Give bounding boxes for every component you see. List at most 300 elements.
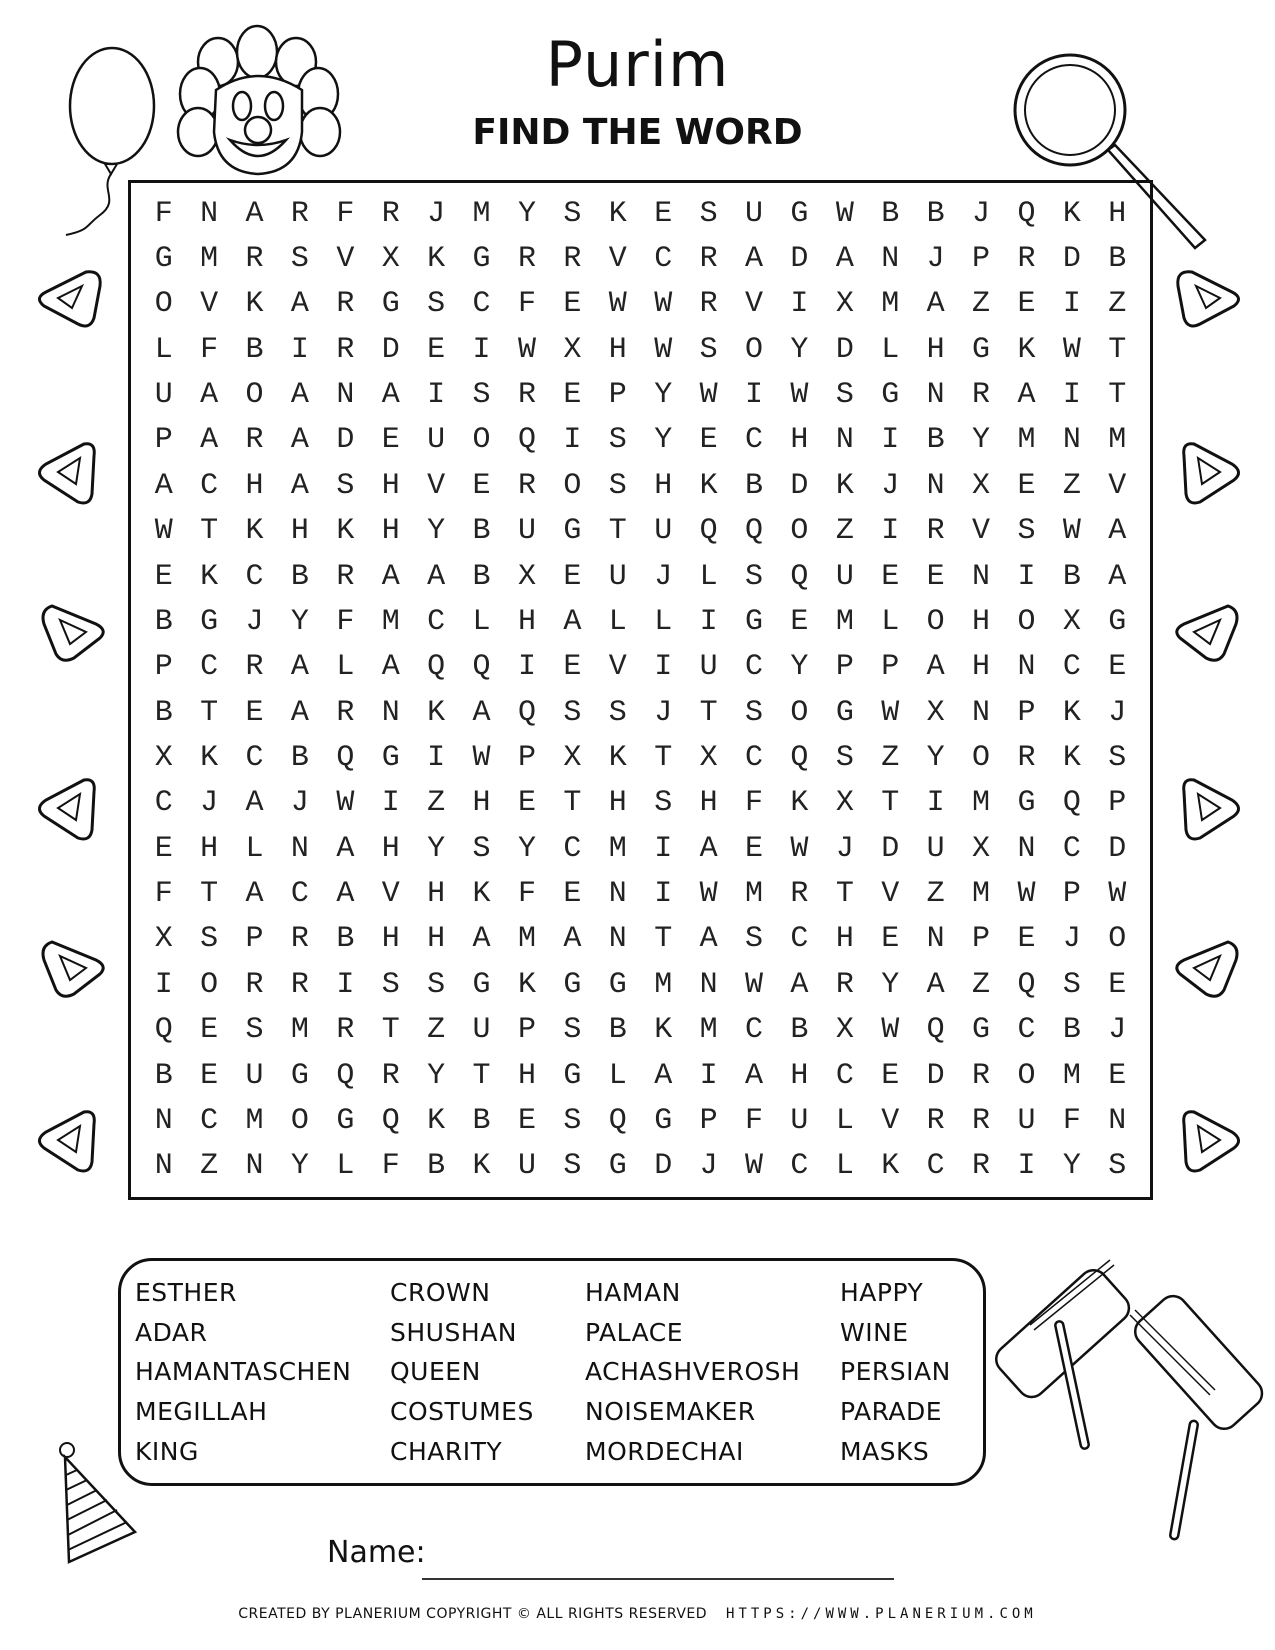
grid-letter[interactable]: L — [336, 1149, 355, 1184]
grid-letter[interactable]: H — [1108, 196, 1127, 231]
grid-letter[interactable]: B — [790, 1013, 809, 1048]
grid-letter[interactable]: W — [1062, 514, 1081, 549]
grid-letter[interactable]: H — [245, 468, 264, 503]
grid-letter[interactable]: A — [381, 378, 400, 413]
grid-letter[interactable]: B — [1062, 1013, 1081, 1048]
grid-letter[interactable]: S — [835, 378, 854, 413]
grid-letter[interactable]: K — [336, 514, 355, 549]
grid-letter[interactable]: Q — [472, 650, 491, 685]
grid-letter[interactable]: A — [790, 967, 809, 1002]
grid-letter[interactable]: Y — [1062, 1149, 1081, 1184]
grid-letter[interactable]: A — [1108, 559, 1127, 594]
grid-letter[interactable]: G — [608, 967, 627, 1002]
grid-letter[interactable]: C — [245, 741, 264, 776]
grid-letter[interactable]: H — [835, 922, 854, 957]
grid-letter[interactable]: Y — [881, 967, 900, 1002]
grid-letter[interactable]: C — [745, 423, 764, 458]
grid-letter[interactable]: D — [926, 1058, 945, 1093]
grid-letter[interactable]: S — [745, 922, 764, 957]
grid-letter[interactable]: B — [290, 741, 309, 776]
grid-letter[interactable]: R — [517, 378, 536, 413]
grid-letter[interactable]: R — [699, 287, 718, 322]
grid-letter[interactable]: E — [1108, 1058, 1127, 1093]
grid-letter[interactable]: I — [1017, 559, 1036, 594]
grid-letter[interactable]: M — [699, 1013, 718, 1048]
grid-letter[interactable]: I — [1062, 287, 1081, 322]
grid-letter[interactable]: C — [563, 831, 582, 866]
grid-letter[interactable]: K — [835, 468, 854, 503]
grid-letter[interactable]: S — [563, 1103, 582, 1138]
grid-letter[interactable]: Z — [427, 1013, 446, 1048]
grid-letter[interactable]: B — [154, 695, 173, 730]
grid-letter[interactable]: T — [472, 1058, 491, 1093]
grid-letter[interactable]: K — [654, 1013, 673, 1048]
grid-letter[interactable]: J — [427, 196, 446, 231]
grid-letter[interactable]: S — [563, 1013, 582, 1048]
grid-letter[interactable]: T — [200, 695, 219, 730]
grid-letter[interactable]: R — [1017, 242, 1036, 277]
grid-letter[interactable]: U — [926, 831, 945, 866]
grid-letter[interactable]: G — [563, 1058, 582, 1093]
grid-letter[interactable]: K — [1062, 196, 1081, 231]
grid-letter[interactable]: Y — [926, 741, 945, 776]
grid-letter[interactable]: A — [290, 378, 309, 413]
grid-letter[interactable]: S — [608, 468, 627, 503]
grid-letter[interactable]: A — [563, 922, 582, 957]
grid-letter[interactable]: V — [608, 650, 627, 685]
grid-letter[interactable]: R — [1017, 741, 1036, 776]
grid-letter[interactable]: O — [972, 741, 991, 776]
grid-letter[interactable]: Y — [790, 650, 809, 685]
grid-letter[interactable]: A — [745, 1058, 764, 1093]
grid-letter[interactable]: T — [381, 1013, 400, 1048]
grid-letter[interactable]: V — [881, 1103, 900, 1138]
grid-letter[interactable]: G — [745, 604, 764, 639]
grid-letter[interactable]: S — [745, 559, 764, 594]
grid-letter[interactable]: M — [972, 877, 991, 912]
grid-letter[interactable]: O — [1108, 922, 1127, 957]
grid-letter[interactable]: L — [245, 831, 264, 866]
grid-letter[interactable]: V — [881, 877, 900, 912]
grid-letter[interactable]: W — [699, 877, 718, 912]
grid-letter[interactable]: N — [972, 559, 991, 594]
grid-letter[interactable]: E — [699, 423, 718, 458]
grid-letter[interactable]: J — [881, 468, 900, 503]
grid-letter[interactable]: K — [1062, 695, 1081, 730]
grid-letter[interactable]: A — [200, 423, 219, 458]
grid-letter[interactable]: N — [972, 695, 991, 730]
grid-letter[interactable]: F — [336, 604, 355, 639]
grid-letter[interactable]: B — [472, 1103, 491, 1138]
grid-letter[interactable]: V — [427, 468, 446, 503]
grid-letter[interactable]: W — [881, 1013, 900, 1048]
grid-letter[interactable]: I — [381, 786, 400, 821]
grid-letter[interactable]: E — [472, 468, 491, 503]
grid-letter[interactable]: H — [972, 604, 991, 639]
grid-letter[interactable]: L — [835, 1149, 854, 1184]
grid-letter[interactable]: N — [608, 922, 627, 957]
grid-letter[interactable]: C — [1017, 1013, 1036, 1048]
grid-letter[interactable]: H — [427, 922, 446, 957]
grid-letter[interactable]: L — [835, 1103, 854, 1138]
grid-letter[interactable]: I — [881, 514, 900, 549]
grid-letter[interactable]: T — [654, 741, 673, 776]
grid-letter[interactable]: K — [245, 514, 264, 549]
grid-letter[interactable]: E — [881, 922, 900, 957]
grid-letter[interactable]: C — [1062, 650, 1081, 685]
grid-letter[interactable]: Z — [881, 741, 900, 776]
grid-letter[interactable]: I — [563, 423, 582, 458]
grid-letter[interactable]: M — [608, 831, 627, 866]
grid-letter[interactable]: J — [654, 559, 673, 594]
grid-letter[interactable]: J — [654, 695, 673, 730]
grid-letter[interactable]: N — [1017, 650, 1036, 685]
grid-letter[interactable]: P — [699, 1103, 718, 1138]
grid-letter[interactable]: X — [563, 741, 582, 776]
grid-letter[interactable]: U — [835, 559, 854, 594]
grid-letter[interactable]: X — [972, 831, 991, 866]
grid-letter[interactable]: A — [427, 559, 446, 594]
grid-letter[interactable]: S — [654, 786, 673, 821]
grid-letter[interactable]: U — [790, 1103, 809, 1138]
grid-letter[interactable]: E — [654, 196, 673, 231]
grid-letter[interactable]: C — [427, 604, 446, 639]
grid-letter[interactable]: M — [1017, 423, 1036, 458]
grid-letter[interactable]: S — [608, 423, 627, 458]
grid-letter[interactable]: G — [563, 514, 582, 549]
grid-letter[interactable]: W — [881, 695, 900, 730]
grid-letter[interactable]: J — [1108, 1013, 1127, 1048]
grid-letter[interactable]: K — [881, 1149, 900, 1184]
grid-letter[interactable]: H — [381, 514, 400, 549]
grid-letter[interactable]: F — [154, 877, 173, 912]
grid-letter[interactable]: B — [926, 423, 945, 458]
grid-letter[interactable]: N — [1108, 1103, 1127, 1138]
grid-letter[interactable]: U — [427, 423, 446, 458]
grid-letter[interactable]: Q — [427, 650, 446, 685]
grid-letter[interactable]: B — [154, 604, 173, 639]
grid-letter[interactable]: Q — [790, 741, 809, 776]
grid-letter[interactable]: C — [745, 650, 764, 685]
grid-letter[interactable]: U — [517, 514, 536, 549]
grid-letter[interactable]: N — [926, 378, 945, 413]
grid-letter[interactable]: W — [1062, 332, 1081, 367]
grid-letter[interactable]: U — [654, 514, 673, 549]
grid-letter[interactable]: G — [654, 1103, 673, 1138]
grid-letter[interactable]: Y — [654, 423, 673, 458]
grid-letter[interactable]: J — [200, 786, 219, 821]
grid-letter[interactable]: E — [563, 378, 582, 413]
grid-letter[interactable]: Q — [1062, 786, 1081, 821]
grid-letter[interactable]: M — [654, 967, 673, 1002]
grid-letter[interactable]: R — [835, 967, 854, 1002]
grid-letter[interactable]: Q — [1017, 967, 1036, 1002]
grid-letter[interactable]: H — [290, 514, 309, 549]
grid-letter[interactable]: S — [200, 922, 219, 957]
grid-letter[interactable]: H — [381, 922, 400, 957]
grid-letter[interactable]: Y — [427, 514, 446, 549]
grid-letter[interactable]: C — [654, 242, 673, 277]
grid-letter[interactable]: N — [336, 378, 355, 413]
grid-letter[interactable]: A — [472, 695, 491, 730]
grid-letter[interactable]: H — [608, 332, 627, 367]
grid-letter[interactable]: X — [926, 695, 945, 730]
grid-letter[interactable]: A — [381, 559, 400, 594]
grid-letter[interactable]: P — [245, 922, 264, 957]
grid-letter[interactable]: D — [1108, 831, 1127, 866]
grid-letter[interactable]: J — [835, 831, 854, 866]
grid-letter[interactable]: W — [654, 332, 673, 367]
grid-letter[interactable]: E — [381, 423, 400, 458]
grid-letter[interactable]: S — [1062, 967, 1081, 1002]
grid-letter[interactable]: V — [745, 287, 764, 322]
grid-letter[interactable]: S — [699, 196, 718, 231]
grid-letter[interactable]: I — [1062, 378, 1081, 413]
grid-letter[interactable]: L — [608, 604, 627, 639]
grid-letter[interactable]: E — [1017, 922, 1036, 957]
grid-letter[interactable]: S — [835, 741, 854, 776]
grid-letter[interactable]: D — [790, 242, 809, 277]
grid-letter[interactable]: L — [881, 332, 900, 367]
grid-letter[interactable]: S — [472, 378, 491, 413]
grid-letter[interactable]: R — [290, 922, 309, 957]
grid-letter[interactable]: A — [290, 423, 309, 458]
grid-letter[interactable]: Z — [835, 514, 854, 549]
grid-letter[interactable]: N — [881, 242, 900, 277]
grid-letter[interactable]: S — [1017, 514, 1036, 549]
grid-letter[interactable]: C — [245, 559, 264, 594]
grid-letter[interactable]: D — [835, 332, 854, 367]
grid-letter[interactable]: A — [926, 287, 945, 322]
grid-letter[interactable]: N — [381, 695, 400, 730]
grid-letter[interactable]: G — [608, 1149, 627, 1184]
grid-letter[interactable]: I — [290, 332, 309, 367]
grid-letter[interactable]: D — [381, 332, 400, 367]
grid-letter[interactable]: Z — [926, 877, 945, 912]
grid-letter[interactable]: O — [245, 378, 264, 413]
grid-letter[interactable]: A — [745, 242, 764, 277]
grid-letter[interactable]: Q — [154, 1013, 173, 1048]
grid-letter[interactable]: K — [472, 877, 491, 912]
grid-letter[interactable]: T — [699, 695, 718, 730]
grid-letter[interactable]: B — [608, 1013, 627, 1048]
grid-letter[interactable]: C — [472, 287, 491, 322]
grid-letter[interactable]: I — [745, 378, 764, 413]
grid-letter[interactable]: T — [881, 786, 900, 821]
grid-letter[interactable]: K — [608, 196, 627, 231]
grid-letter[interactable]: K — [427, 242, 446, 277]
grid-letter[interactable]: R — [245, 650, 264, 685]
grid-letter[interactable]: W — [835, 196, 854, 231]
grid-letter[interactable]: W — [472, 741, 491, 776]
grid-letter[interactable]: B — [881, 196, 900, 231]
grid-letter[interactable]: E — [1108, 650, 1127, 685]
grid-letter[interactable]: Q — [517, 695, 536, 730]
grid-letter[interactable]: N — [608, 877, 627, 912]
grid-letter[interactable]: Z — [1108, 287, 1127, 322]
grid-letter[interactable]: B — [472, 559, 491, 594]
grid-letter[interactable]: J — [1108, 695, 1127, 730]
grid-letter[interactable]: M — [1062, 1058, 1081, 1093]
grid-letter[interactable]: G — [472, 967, 491, 1002]
grid-letter[interactable]: G — [972, 332, 991, 367]
grid-letter[interactable]: F — [745, 1103, 764, 1138]
grid-letter[interactable]: F — [1062, 1103, 1081, 1138]
grid-letter[interactable]: H — [790, 423, 809, 458]
grid-letter[interactable]: A — [290, 468, 309, 503]
grid-letter[interactable]: G — [381, 741, 400, 776]
grid-letter[interactable]: O — [926, 604, 945, 639]
grid-letter[interactable]: F — [517, 287, 536, 322]
grid-letter[interactable]: I — [699, 1058, 718, 1093]
grid-letter[interactable]: E — [200, 1058, 219, 1093]
grid-letter[interactable]: O — [290, 1103, 309, 1138]
grid-letter[interactable]: S — [608, 695, 627, 730]
grid-letter[interactable]: H — [427, 877, 446, 912]
grid-letter[interactable]: O — [200, 967, 219, 1002]
grid-letter[interactable]: U — [517, 1149, 536, 1184]
grid-letter[interactable]: M — [200, 242, 219, 277]
grid-letter[interactable]: A — [245, 877, 264, 912]
grid-letter[interactable]: E — [745, 831, 764, 866]
grid-letter[interactable]: A — [1108, 514, 1127, 549]
grid-letter[interactable]: U — [1017, 1103, 1036, 1138]
grid-letter[interactable]: X — [517, 559, 536, 594]
grid-letter[interactable]: B — [745, 468, 764, 503]
grid-letter[interactable]: A — [245, 196, 264, 231]
grid-letter[interactable]: D — [1062, 242, 1081, 277]
grid-letter[interactable]: C — [1062, 831, 1081, 866]
grid-letter[interactable]: T — [608, 514, 627, 549]
grid-letter[interactable]: P — [1108, 786, 1127, 821]
grid-letter[interactable]: X — [154, 741, 173, 776]
grid-letter[interactable]: X — [1062, 604, 1081, 639]
grid-letter[interactable]: E — [245, 695, 264, 730]
grid-letter[interactable]: I — [154, 967, 173, 1002]
grid-letter[interactable]: Q — [745, 514, 764, 549]
grid-letter[interactable]: R — [517, 468, 536, 503]
grid-letter[interactable]: C — [790, 922, 809, 957]
grid-letter[interactable]: V — [608, 242, 627, 277]
grid-letter[interactable]: L — [472, 604, 491, 639]
grid-letter[interactable]: W — [517, 332, 536, 367]
grid-letter[interactable]: O — [563, 468, 582, 503]
grid-letter[interactable]: R — [972, 1058, 991, 1093]
grid-letter[interactable]: M — [835, 604, 854, 639]
grid-letter[interactable]: S — [427, 967, 446, 1002]
grid-letter[interactable]: R — [790, 877, 809, 912]
grid-letter[interactable]: A — [381, 650, 400, 685]
grid-letter[interactable]: J — [245, 604, 264, 639]
grid-letter[interactable]: E — [517, 786, 536, 821]
grid-letter[interactable]: K — [245, 287, 264, 322]
grid-letter[interactable]: S — [699, 332, 718, 367]
grid-letter[interactable]: H — [200, 831, 219, 866]
grid-letter[interactable]: R — [381, 1058, 400, 1093]
grid-letter[interactable]: N — [154, 1149, 173, 1184]
grid-letter[interactable]: M — [881, 287, 900, 322]
grid-letter[interactable]: I — [472, 332, 491, 367]
grid-letter[interactable]: S — [563, 1149, 582, 1184]
grid-letter[interactable]: N — [926, 468, 945, 503]
grid-letter[interactable]: X — [154, 922, 173, 957]
grid-letter[interactable]: Q — [790, 559, 809, 594]
grid-letter[interactable]: A — [290, 287, 309, 322]
grid-letter[interactable]: Q — [336, 741, 355, 776]
grid-letter[interactable]: S — [745, 695, 764, 730]
grid-letter[interactable]: U — [745, 196, 764, 231]
grid-letter[interactable]: J — [699, 1149, 718, 1184]
grid-letter[interactable]: C — [200, 468, 219, 503]
grid-letter[interactable]: Y — [427, 1058, 446, 1093]
grid-letter[interactable]: G — [972, 1013, 991, 1048]
grid-letter[interactable]: B — [1062, 559, 1081, 594]
grid-letter[interactable]: S — [472, 831, 491, 866]
grid-letter[interactable]: U — [245, 1058, 264, 1093]
grid-letter[interactable]: G — [154, 242, 173, 277]
grid-letter[interactable]: Y — [517, 196, 536, 231]
grid-letter[interactable]: F — [200, 332, 219, 367]
grid-letter[interactable]: W — [608, 287, 627, 322]
grid-letter[interactable]: R — [336, 559, 355, 594]
grid-letter[interactable]: L — [699, 559, 718, 594]
grid-letter[interactable]: R — [926, 1103, 945, 1138]
grid-letter[interactable]: E — [790, 604, 809, 639]
grid-letter[interactable]: N — [926, 922, 945, 957]
grid-letter[interactable]: A — [835, 242, 854, 277]
grid-letter[interactable]: S — [427, 287, 446, 322]
grid-letter[interactable]: Y — [290, 1149, 309, 1184]
grid-letter[interactable]: A — [699, 922, 718, 957]
grid-letter[interactable]: R — [336, 1013, 355, 1048]
grid-letter[interactable]: P — [972, 242, 991, 277]
grid-letter[interactable]: L — [654, 604, 673, 639]
grid-letter[interactable]: T — [200, 877, 219, 912]
name-input-line[interactable] — [422, 1578, 894, 1580]
grid-letter[interactable]: W — [699, 378, 718, 413]
grid-letter[interactable]: I — [427, 378, 446, 413]
grid-letter[interactable]: S — [381, 967, 400, 1002]
grid-letter[interactable]: E — [517, 1103, 536, 1138]
grid-letter[interactable]: I — [517, 650, 536, 685]
grid-letter[interactable]: G — [790, 196, 809, 231]
grid-letter[interactable]: C — [200, 650, 219, 685]
grid-letter[interactable]: B — [290, 559, 309, 594]
grid-letter[interactable]: J — [972, 196, 991, 231]
grid-letter[interactable]: N — [290, 831, 309, 866]
grid-letter[interactable]: O — [472, 423, 491, 458]
grid-letter[interactable]: M — [517, 922, 536, 957]
grid-letter[interactable]: R — [290, 196, 309, 231]
grid-letter[interactable]: J — [1062, 922, 1081, 957]
grid-letter[interactable]: Q — [608, 1103, 627, 1138]
grid-letter[interactable]: U — [699, 650, 718, 685]
grid-letter[interactable]: R — [336, 287, 355, 322]
grid-letter[interactable]: X — [563, 332, 582, 367]
grid-letter[interactable]: P — [608, 378, 627, 413]
grid-letter[interactable]: W — [1108, 877, 1127, 912]
grid-letter[interactable]: E — [1108, 967, 1127, 1002]
grid-letter[interactable]: H — [790, 1058, 809, 1093]
grid-letter[interactable]: M — [1108, 423, 1127, 458]
grid-letter[interactable]: T — [835, 877, 854, 912]
grid-letter[interactable]: C — [290, 877, 309, 912]
grid-letter[interactable]: R — [245, 242, 264, 277]
grid-letter[interactable]: A — [154, 468, 173, 503]
grid-letter[interactable]: N — [154, 1103, 173, 1138]
grid-letter[interactable]: X — [699, 741, 718, 776]
grid-letter[interactable]: N — [200, 196, 219, 231]
